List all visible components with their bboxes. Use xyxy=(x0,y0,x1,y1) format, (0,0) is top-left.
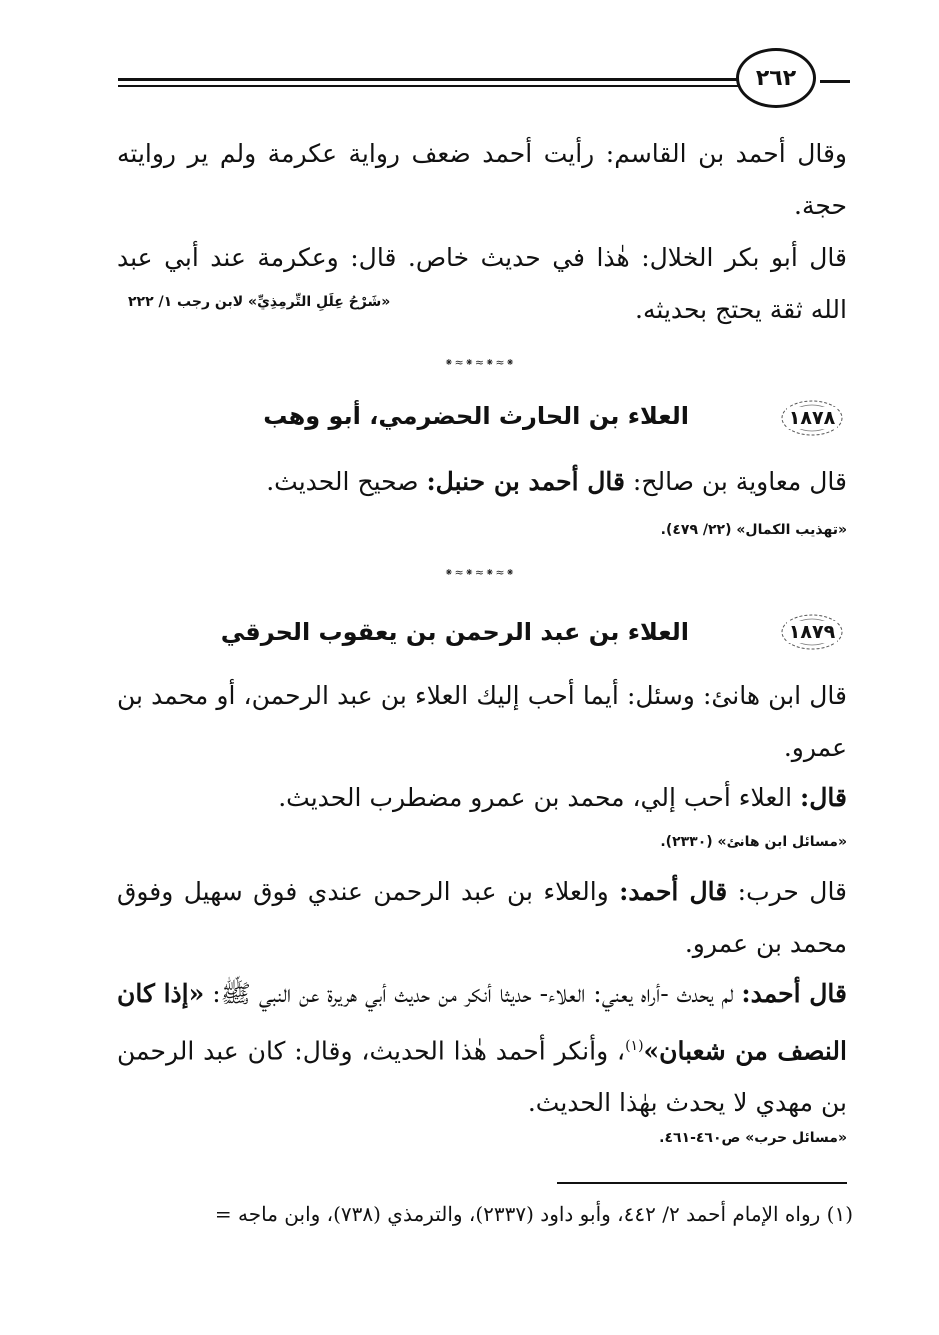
entry-number-badge xyxy=(777,398,847,438)
reference: «تهذيب الكمال» (٢٢/ ٤٧٩). xyxy=(660,522,847,538)
reference: «شَرْحُ عِلَلِ التِّرمِذِيِّ» لابن رجب ١/ ٢٢٢ xyxy=(128,294,391,310)
footnote-marker[interactable]: (١) xyxy=(625,1038,644,1054)
entry-title: العلاء بن الحارث الحضرمي، أبو وهب xyxy=(263,402,689,430)
paragraph: قال معاوية بن صالح: قال أحمد بن حنبل: صحيح الحديث. xyxy=(266,467,847,496)
entry-number: ١٨٧٨ xyxy=(788,407,836,429)
footnote: (١) رواه الإمام أحمد ٢/ ٤٤٢، وأبو داود (٢٣٣٧)، والترمذي (٧٣٨)، وابن ماجه = xyxy=(214,1202,853,1226)
reference: «مسائل حرب» ص٤٦٠-٤٦١. xyxy=(659,1130,847,1146)
page-number: ٢٦٢ xyxy=(755,65,797,91)
page-number-badge xyxy=(736,48,816,108)
paragraph: قال أبو بكر الخلال: هٰذا في حديث خاص. قال: وعكرمة عند أبي عبد الله ثقة يحتج بحديثه. xyxy=(117,243,847,324)
header-rule-thin xyxy=(118,85,738,87)
entry-title: العلاء بن عبد الرحمن بن يعقوب الحرقي xyxy=(220,618,689,646)
paragraph: قال أحمد: لم يحدث -أراه يعني: العلاء- حديثا أنكر من حديث أبي هريرة عن النبي ﷺ: «إذا كان النصف من شعبان»$^{(١)}$، وأنكر أحمد هٰذا الحديث، وقال: كان عبد الرحمن بن مهدي لا يحدث بهٰذا الحديث. xyxy=(117,979,848,1118)
section-divider-ornament: ⁕≈⁕≈⁕≈⁕ xyxy=(444,356,516,369)
paragraph: قال: العلاء أحب إلي، محمد بن عمرو مضطرب الحديث. xyxy=(278,783,847,812)
reference: «مسائل ابن هانئ» (٢٣٣٠). xyxy=(660,834,847,850)
section-divider-ornament: ⁕≈⁕≈⁕≈⁕ xyxy=(444,566,516,579)
entry-number: ١٨٧٩ xyxy=(788,621,836,643)
header-rule xyxy=(118,78,738,81)
footnote-rule xyxy=(557,1182,847,1184)
header-rule-tail xyxy=(820,80,850,83)
paragraph: وقال أحمد بن القاسم: رأيت أحمد ضعف رواية عكرمة ولم ير روايته حجة. xyxy=(117,139,847,220)
paragraph: قال حرب: قال أحمد: والعلاء بن عبد الرحمن عندي فوق سهيل وفوق محمد بن عمرو. xyxy=(117,877,848,958)
paragraph: قال ابن هانئ: وسئل: أيما أحب إليك العلاء بن عبد الرحمن، أو محمد بن عمرو. xyxy=(117,681,847,762)
entry-number-badge xyxy=(777,612,847,652)
